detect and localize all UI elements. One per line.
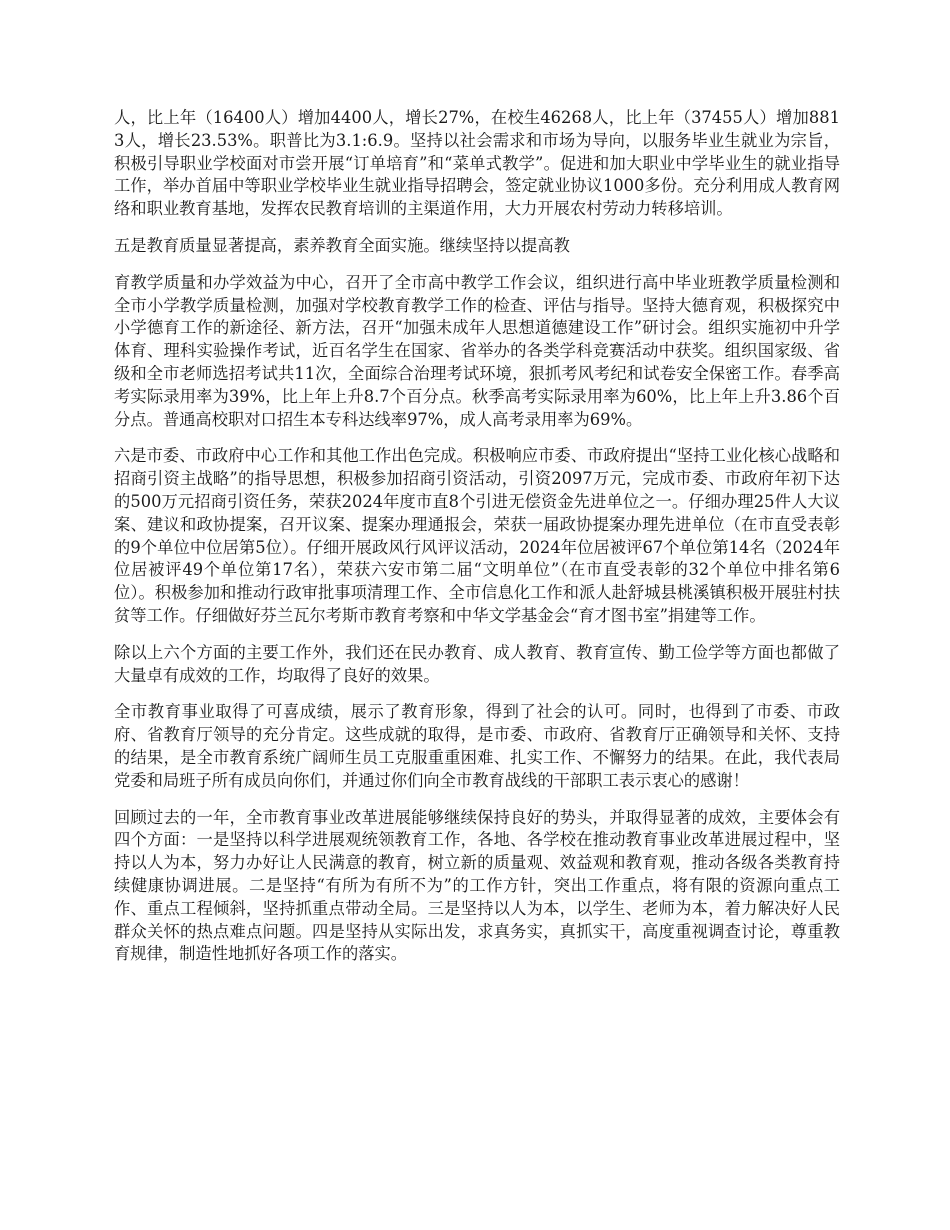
paragraph-quality-heading: 五是教育质量显著提高，素养教育全面实施。继续坚持以提高教: [114, 235, 570, 255]
paragraph-achievements-thanks: 全市教育事业取得了可喜成绩，展示了教育形象，得到了社会的认可。同时，也得到了市委、市政府、省教育厅领导的充分肯定。这些成就的取得，是市委、市政府、省教育厅正确领导和关怀、支持的结果，是全市教育系统广阔师生员工克服重重困难、扎实工作、不懈努力的结果。在此，我代表局党委和局班子所有成员向你们，并通过你们向全市教育战线的干部职工表示衷心的感谢！: [114, 702, 840, 790]
paragraph-teaching-quality: 育教学质量和办学效益为中心，召开了全市高中教学工作会议，组织进行高中毕业班教学质量检测和全市小学教学质量检测，加强对学校教育教学工作的检查、评估与指导。坚持大德育观，积极探究中小学德育工作的新途径、新方法，召开“加强未成年人思想道德建设工作”研讨会。组织实施初中升学体育、理科实验操作考试，近百名学生在国家、省举办的各类学科竞赛活动中获奖。组织国家级、省级和全市老师选招考试共11次，全面综合治理考试环境，狠抓考风考纪和试卷安全保密工作。春季高考实际录用率为39%，比上年上升8.7个百分点。秋季高考实际录用率为60%，比上年上升3.86个百分点。普通高校职对口招生本专科达线率97%，成人高考录用率为69%。: [114, 272, 840, 429]
paragraph-other-work: 除以上六个方面的主要工作外，我们还在民办教育、成人教育、教育宣传、勤工俭学等方面也都做了大量卓有成效的工作，均取得了良好的效果。: [114, 642, 840, 685]
document-body: [114, 107, 840, 980]
paragraph-review-experience: 回顾过去的一年，全市教育事业改革进展能够继续保持良好的势头，并取得显著的成效，主要体会有四个方面：一是坚持以科学进展观统领教育工作，各地、各学校在推动教育事业改革进展过程中，坚持以人为本，努力办好让人民满意的教育，树立新的质量观、效益观和教育观，推动各级各类教育持续健康协调进展。二是坚持“有所为有所不为”的工作方针，突出工作重点，将有限的资源向重点工作、重点工程倾斜，坚持抓重点带动全局。三是坚持以人为本，以学生、老师为本，着力解决好人民群众关怀的热点难点问题。四是坚持从实际出发，求真务实，真抓实干，高度重视调查讨论，尊重教育规律，制造性地抓好各项工作的落实。: [114, 807, 840, 964]
paragraph-vocational-enrollment: 人，比上年（16400人）增加4400人，增长27%，在校生46268人，比上年（37455人）增加8813人，增长23.53%。职普比为3.1:6.9。坚持以社会需求和市场为导向，以服务毕业生就业为宗旨，积极引导职业学校面对市尝开展“订单培育”和“菜单式教学”。促进和加大职业中学毕业生的就业指导工作，举办首届中等职业学校毕业生就业指导招聘会，签定就业协议1000多份。充分利用成人教育网络和职业教育基地，发挥农民教育培训的主渠道作用，大力开展农村劳动力转移培训。: [114, 108, 840, 219]
paragraph-central-work: 六是市委、市政府中心工作和其他工作出色完成。积极响应市委、市政府提出“坚持工业化核心战略和招商引资主战略”的指导思想，积极参加招商引资活动，引资2097万元，完成市委、市政府年初下达的500万元招商引资任务，荣获2024年度市直8个引进无偿资金先进单位之一。仔细办理25件人大议案、建议和政协提案，召开议案、提案办理通报会，荣获一届政协提案办理先进单位（在市直受表彰的9个单位中位居第5位）。仔细开展政风行风评议活动，2024年位居被评67个单位第14名（2024年位居被评49个单位第17名），荣获六安市第二届“文明单位”（在市直受表彰的32个单位中排名第6位）。积极参加和推动行政审批事项清理工作、全市信息化工作和派人赴舒城县桃溪镇积极开展驻村扶贫等工作。仔细做好芬兰瓦尔考斯市教育考察和中华文学基金会“育才图书室”捐建等工作。: [114, 446, 840, 625]
